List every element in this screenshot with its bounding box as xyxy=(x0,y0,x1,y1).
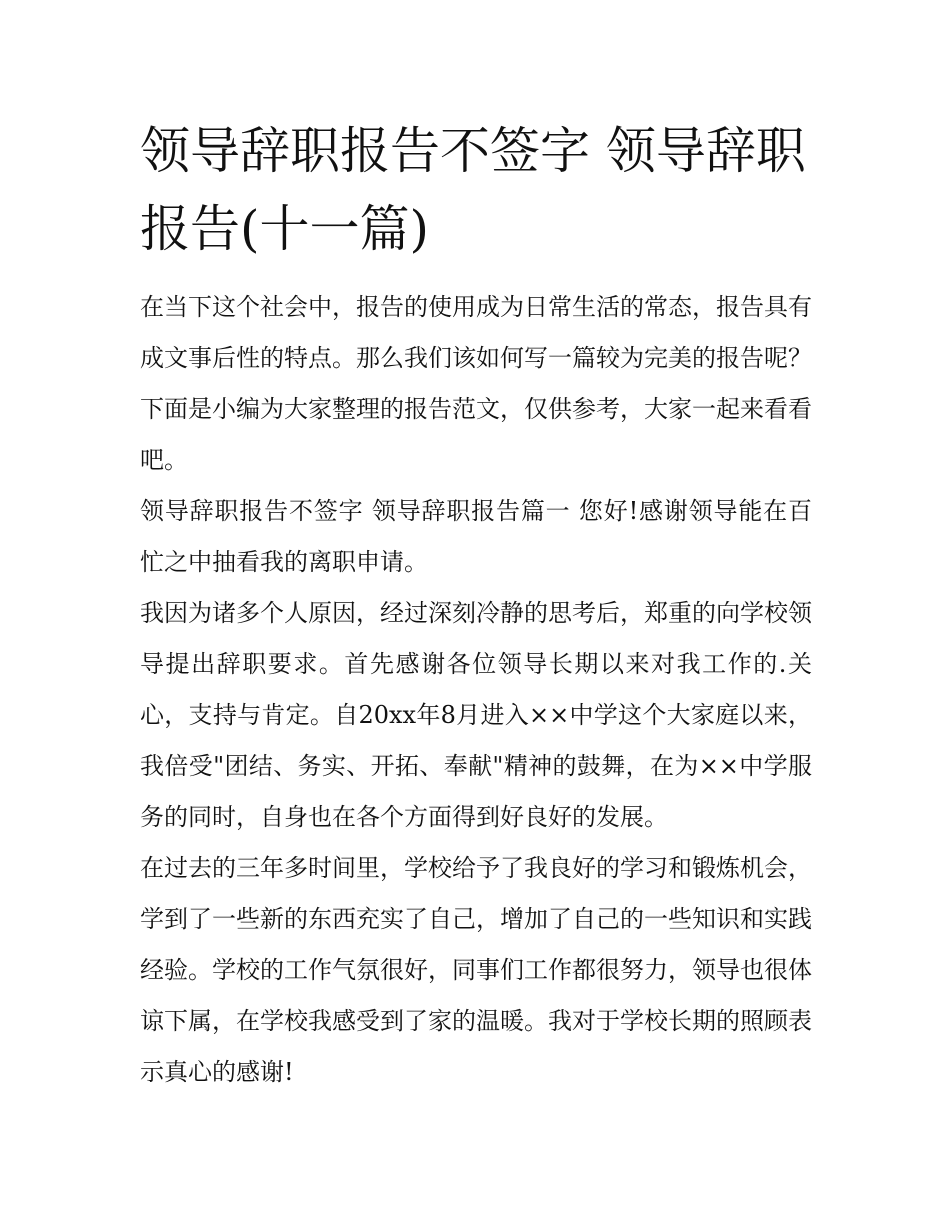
greeting-paragraph: 领导辞职报告不签字 领导辞职报告篇一 您好!感谢领导能在百忙之中抽看我的离职申请。 xyxy=(140,497,812,576)
intro-paragraph: 在当下这个社会中，报告的使用成为日常生活的常态，报告具有成文事后性的特点。那么我们该如何写一篇较为完美的报告呢？下面是小编为大家整理的报告范文，仅供参考，大家一起来看看吧。 xyxy=(140,293,812,474)
reason-paragraph: 我因为诸多个人原因，经过深刻冷静的思考后，郑重的向学校领导提出辞职要求。首先感谢各位领导长期以来对我工作的.关心，支持与肯定。自20xx年8月进入××中学这个大家庭以来，我倍受"团结、务实、开拓、奉献"精神的鼓舞，在为××中学服务的同时，自身也在各个方面得到好良好的发展。 xyxy=(140,599,812,831)
document-body xyxy=(140,112,812,1098)
document-title: 领导辞职报告不签字 领导辞职报告(十一篇) xyxy=(140,122,806,258)
gratitude-paragraph: 在过去的三年多时间里，学校给予了我良好的学习和锻炼机会，学到了一些新的东西充实了自己，增加了自己的一些知识和实践经验。学校的工作气氛很好，同事们工作都很努力，领导也很体谅下属，在学校我感受到了家的温暖。我对于学校长期的照顾表示真心的感谢! xyxy=(140,854,812,1086)
